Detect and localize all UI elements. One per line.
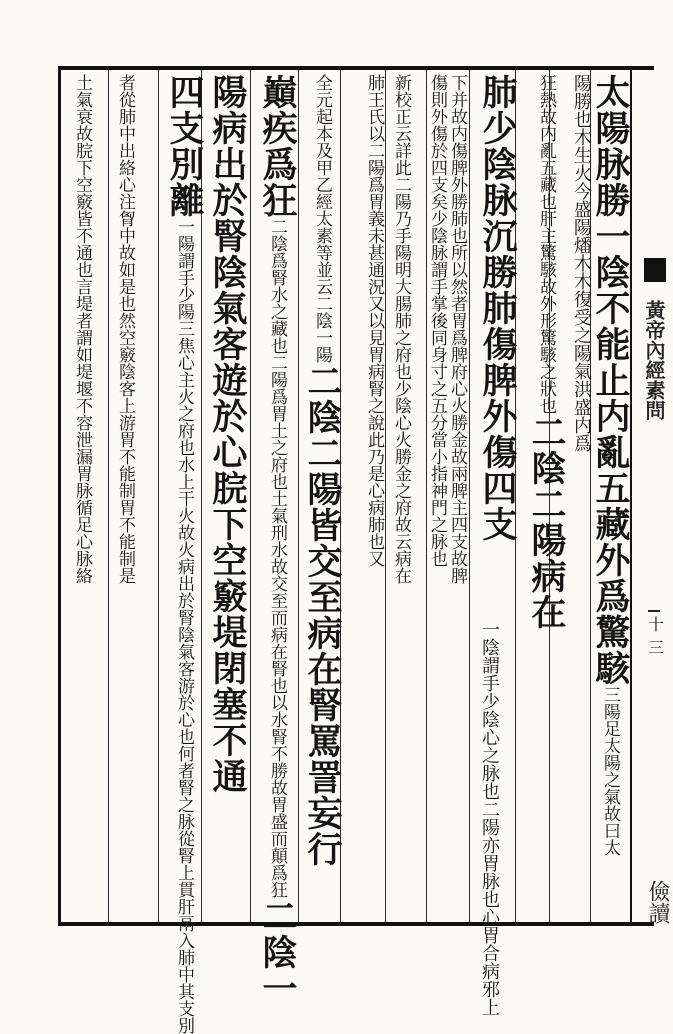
annotation-text: 三陽足太陽之氣故曰太	[600, 686, 620, 856]
text-column-9	[362, 74, 382, 920]
annotation-text: 傷則外傷於四支矣少陰脉謂手掌後同身寸之五分當小指神門之脉也	[427, 74, 447, 567]
text-column-1	[590, 74, 631, 920]
annotation-text: 一陰謂手少陰心之脉也二陽亦胃脉也心胃合病邪上	[479, 620, 500, 1016]
annotation-text: 二陰爲腎水之藏也二陽爲胃土之府也土氣刑水故交至而病在腎也以水腎不勝故胃盛而顛爲狂	[267, 218, 287, 898]
text-column-2	[570, 74, 590, 920]
margin-label: 黃帝內經素問	[642, 300, 666, 420]
annotation-text: 肺王氏以二陽爲胃義未甚通況又以見胃病腎之說此乃是心病肺也又	[364, 74, 384, 567]
text-column-11	[255, 74, 298, 1006]
text-column-7	[425, 74, 445, 920]
annotation-text: 一陽謂手少陽三焦心主火之府也水上干火故火病出於腎陰氣客游於心也何者腎之脉從腎上貫肝鬲入肺中其支別	[174, 218, 194, 1034]
annotation-text: 土氣衰故脘下空竅皆不通也言堤者謂如堤堰不容泄漏胃脉循足心脉絡	[72, 74, 92, 584]
fishtail-mark-icon	[644, 258, 666, 282]
column-rule	[158, 70, 159, 922]
main-text: 太陽脉勝一陰不能止内亂五藏外爲驚駭	[590, 74, 631, 686]
column-rule	[385, 70, 386, 922]
folio-number: 十三	[648, 610, 660, 626]
main-text: 二陰二陽病在	[526, 414, 567, 630]
annotation-text: 陽勝也木生火今盛陽燔木木復受之陽氣洪盛内爲	[571, 74, 592, 452]
text-column-6	[445, 74, 465, 920]
text-column-15	[70, 74, 90, 920]
column-rule	[298, 70, 299, 922]
main-text: 二陰二陽皆交至病在腎罵詈妄行	[302, 363, 343, 867]
annotation-text: 狂熱故内亂五藏也肝主驚駭故外形驚駭之狀也	[536, 74, 556, 414]
main-text: 巔疾爲狂	[257, 74, 298, 218]
column-rule	[250, 70, 251, 922]
text-column-8	[389, 74, 409, 920]
text-column-10	[300, 74, 343, 920]
text-column-5	[478, 620, 500, 1016]
margin-foot: 儉讀	[645, 880, 670, 924]
annotation-text: 全元起本及甲乙經太素等並云二陰一陽	[312, 74, 332, 363]
text-column-13	[162, 74, 205, 1034]
text-column-14	[113, 74, 133, 920]
annotation-text: 者從肺中出絡心注胷中故如是也然空竅陰客上游胃不能制胃不能制是	[115, 74, 135, 584]
main-text: 肺少陰脉沉勝肺傷脾外傷四支	[477, 74, 518, 542]
main-text: 二陰一	[257, 898, 298, 1006]
text-column-12	[205, 74, 248, 920]
column-rule	[469, 70, 470, 922]
page-fold-margin	[630, 66, 672, 926]
column-rule	[108, 70, 109, 922]
text-column-3	[524, 74, 567, 920]
main-text: 四支別離	[164, 74, 205, 218]
annotation-text: 新校正云詳此二陽乃手陽明大腸肺之府也少陰心火勝金之府故云病在	[391, 74, 411, 584]
annotation-text: 下并故内傷脾外勝肺也所以然者胃爲脾府心火勝金故兩脾主四支故脾	[447, 74, 467, 584]
main-text: 陽病出於腎陰氣客遊於心脘下空竅堤閉塞不通	[207, 74, 248, 794]
